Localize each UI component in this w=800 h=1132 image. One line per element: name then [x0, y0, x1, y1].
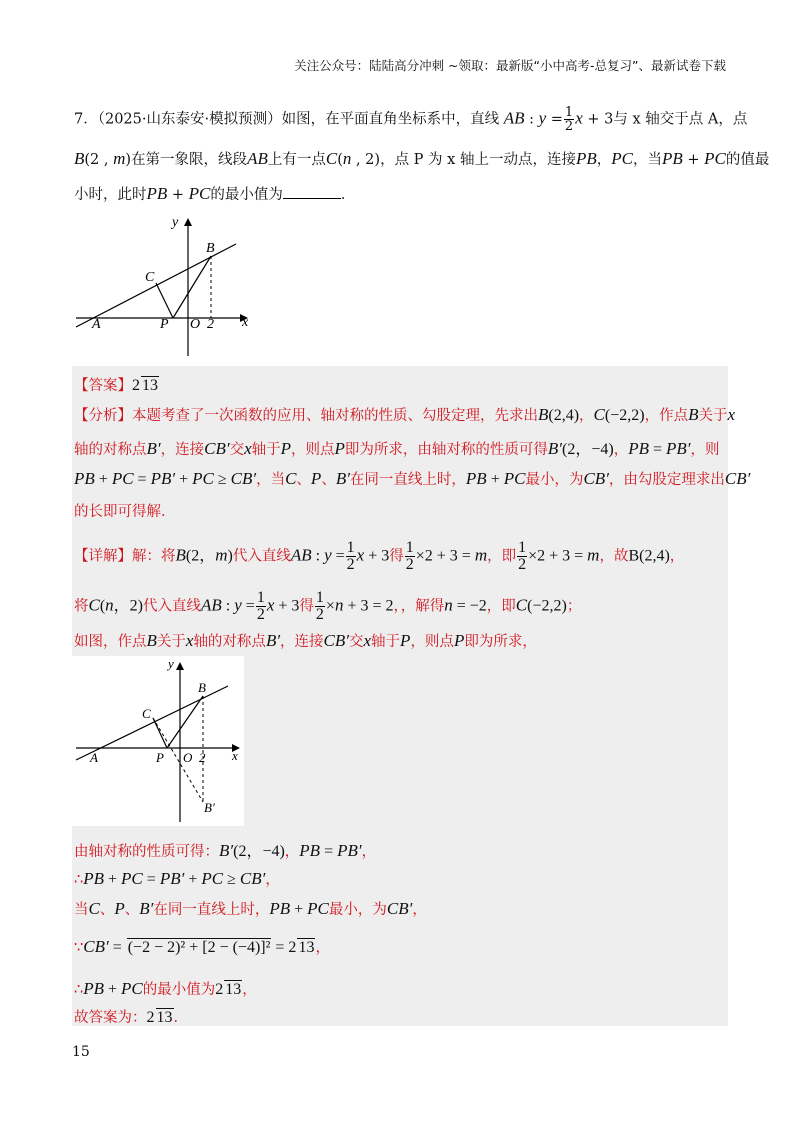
fig1-label-c: C [145, 270, 155, 285]
question-line-3: 小时，此时PB + PC的最小值为 ． [74, 184, 356, 203]
fig1-label-2: 2 [207, 317, 214, 332]
answer-line: 【答案】2 13 [74, 377, 158, 394]
fig2-x-label: x [232, 748, 238, 763]
detail-step-3: 当C、P、B′在同一直线上时，PB + PC最小，为CB′， [74, 899, 427, 918]
detail-line-2: 将C(n，2)代入直线AB : y = $\frac{1}{2}$ x + 3得 $\frac{1}{2}$ ×n + 3 = 2，，解得n = −2，即C(−2,2)； [74, 589, 582, 623]
page-number: 15 [72, 1044, 90, 1060]
fig1-label-p: P [160, 317, 169, 332]
figure-2 [72, 656, 244, 826]
fig2-label-c: C [142, 706, 151, 721]
fig1-x-label: x [242, 315, 249, 330]
analysis-line-1: 【分析】本题考查了一次函数的应用、轴对称的性质、勾股定理，先求出B(2,4)，C(−2,2)，作点B关于x [74, 405, 736, 424]
fig2-label-o: O [183, 750, 193, 765]
analysis-line-2: 轴的对称点B′，连接CB′交x轴于P，则点P即为所求，由轴对称的性质可得B′(2，−4)，PB = PB′，则 [74, 439, 720, 458]
fig2-label-bprime: B′ [204, 800, 215, 815]
fig2-label-p: P [156, 750, 164, 765]
question-line-1: 7．（2025·山东泰安·模拟预测）如图，在平面直角坐标系中，直线 AB : y = $\frac{1}{2}$ x + 3与 x 轴交于点 A，点 [74, 105, 748, 134]
fig2-y-label: y [168, 656, 174, 671]
fig1-y-label: y [172, 215, 179, 230]
detail-step-1: 由轴对称的性质可得：B′(2，−4)，PB = PB′， [74, 841, 377, 860]
figure-1 [72, 210, 262, 360]
page-header: 关注公众号：陆陆高分冲刺 ~领取：最新版“小中高考-总复习”、最新试卷下载 [294, 58, 726, 73]
detail-line-3: 如图，作点B关于x轴的对称点B′，连接CB′交x轴于P，则点P即为所求， [74, 631, 537, 650]
fig2-label-b: B [198, 680, 206, 695]
question-line-2: B(2 , m)在第一象限，线段AB上有一点C(n , 2)，点 P 为 x 轴上一动点，连接PB，PC，当PB + PC的值最 [74, 149, 770, 168]
detail-step-2: ∴PB + PC = PB′ + PC ≥ CB′， [74, 869, 280, 888]
fig1-label-b: B [206, 241, 215, 256]
fig1-label-o: O [190, 317, 201, 332]
detail-step-6: 故答案为：2 13． [74, 1009, 188, 1026]
detail-step-5: ∴PB + PC的最小值为2 13， [74, 979, 257, 998]
fig1-label-a: A [92, 317, 101, 332]
fig2-label-2: 2 [199, 750, 206, 765]
analysis-line-3: PB + PC = PB′ + PC ≥ CB′，当C、P、B′在同一直线上时，PB + PC最小，为CB′，由勾股定理求出CB′ [74, 469, 751, 488]
detail-step-4: ∵CB′ = (−2 − 2)² + [2 − (−4)]² = 2 13， [74, 937, 330, 956]
detail-line-1: 【详解】解：将B(2，m)代入直线AB : y = $\frac{1}{2}$ x + 3得 $\frac{1}{2}$ ×2 + 3 = m，即 $\frac{1}{2}$ ×2 + 3 = m，故B(2,4)， [74, 539, 685, 573]
answer-blank [283, 184, 341, 199]
analysis-line-4: 的长即可得解． [74, 504, 176, 520]
fig2-label-a: A [90, 750, 98, 765]
